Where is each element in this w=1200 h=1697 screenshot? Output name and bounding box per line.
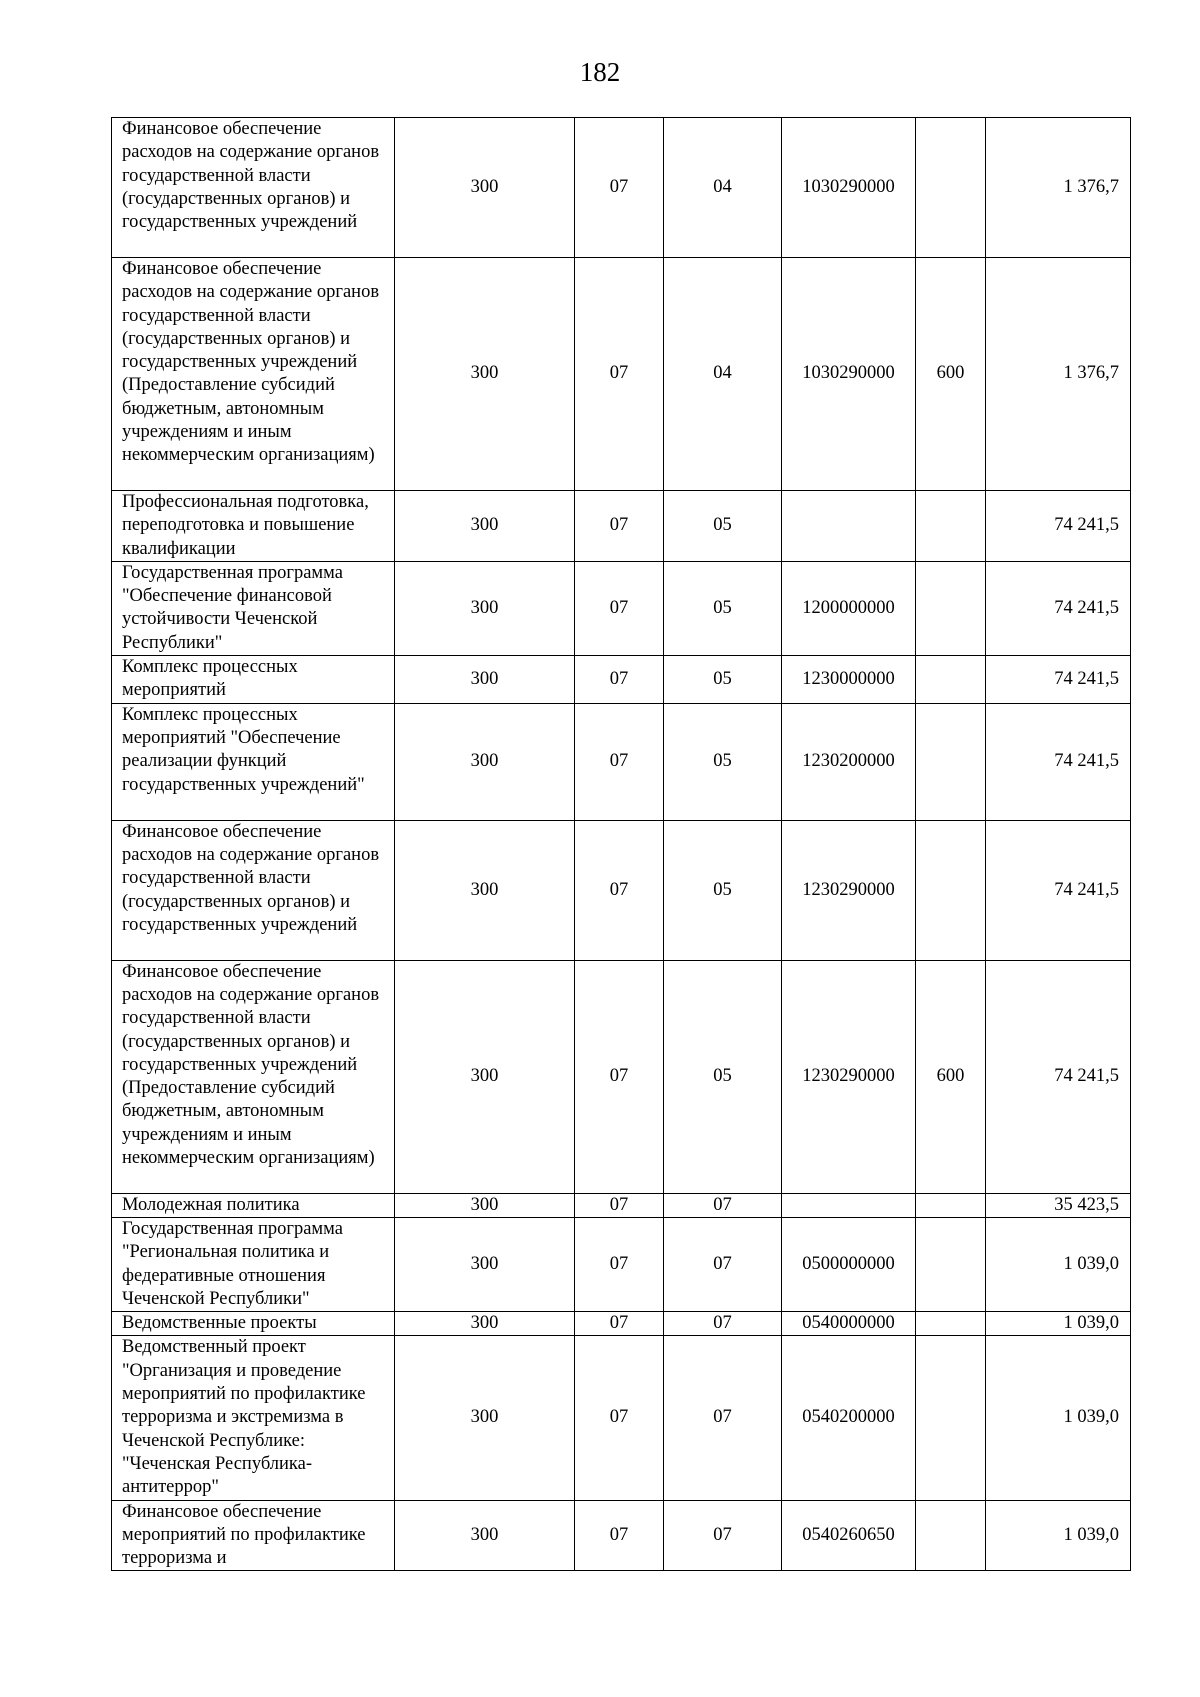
cell-target-article bbox=[782, 491, 916, 562]
cell-amount: 74 241,5 bbox=[986, 656, 1131, 704]
cell-expense-type: 600 bbox=[916, 258, 986, 491]
cell-section: 07 bbox=[575, 820, 664, 960]
cell-name: Ведомственные проекты bbox=[112, 1312, 395, 1336]
cell-amount: 1 376,7 bbox=[986, 258, 1131, 491]
cell-amount: 74 241,5 bbox=[986, 703, 1131, 820]
table-row bbox=[112, 258, 1131, 491]
cell-amount: 1 039,0 bbox=[986, 1336, 1131, 1500]
cell-target-article: 0540000000 bbox=[782, 1312, 916, 1336]
cell-subsection: 07 bbox=[664, 1217, 782, 1311]
cell-target-article: 0540200000 bbox=[782, 1336, 916, 1500]
table-row bbox=[112, 1312, 1131, 1336]
cell-ministry: 300 bbox=[395, 1500, 575, 1571]
cell-expense-type bbox=[916, 656, 986, 704]
cell-name: Профессиональная подготовка, переподготовка и повышение квалификации bbox=[112, 491, 395, 562]
table-body bbox=[112, 118, 1131, 1571]
table-row bbox=[112, 960, 1131, 1193]
cell-ministry: 300 bbox=[395, 258, 575, 491]
cell-name: Финансовое обеспечение расходов на содержание органов государственной власти (государственных органов) и государственных учреждений bbox=[112, 820, 395, 960]
cell-name: Финансовое обеспечение мероприятий по профилактике терроризма и bbox=[112, 1500, 395, 1571]
cell-name: Комплекс процессных мероприятий bbox=[112, 656, 395, 704]
cell-ministry: 300 bbox=[395, 1193, 575, 1217]
cell-name: Финансовое обеспечение расходов на содержание органов государственной власти (государственных органов) и государственных учреждений (Предоставление субсидий бюджетным, автономным учреждениям и иным некоммерческим организациям) bbox=[112, 258, 395, 491]
cell-subsection: 05 bbox=[664, 561, 782, 655]
cell-subsection: 07 bbox=[664, 1193, 782, 1217]
table-row bbox=[112, 491, 1131, 562]
cell-section: 07 bbox=[575, 960, 664, 1193]
cell-expense-type bbox=[916, 118, 986, 258]
table-row bbox=[112, 1217, 1131, 1311]
cell-amount: 74 241,5 bbox=[986, 491, 1131, 562]
cell-amount: 35 423,5 bbox=[986, 1193, 1131, 1217]
cell-amount: 74 241,5 bbox=[986, 960, 1131, 1193]
cell-expense-type bbox=[916, 820, 986, 960]
cell-amount: 1 039,0 bbox=[986, 1312, 1131, 1336]
cell-ministry: 300 bbox=[395, 1312, 575, 1336]
cell-subsection: 04 bbox=[664, 118, 782, 258]
cell-section: 07 bbox=[575, 561, 664, 655]
cell-section: 07 bbox=[575, 1193, 664, 1217]
cell-section: 07 bbox=[575, 491, 664, 562]
cell-name: Финансовое обеспечение расходов на содержание органов государственной власти (государственных органов) и государственных учреждений bbox=[112, 118, 395, 258]
cell-ministry: 300 bbox=[395, 820, 575, 960]
cell-target-article: 1230000000 bbox=[782, 656, 916, 704]
cell-expense-type bbox=[916, 703, 986, 820]
cell-section: 07 bbox=[575, 1336, 664, 1500]
cell-amount: 1 039,0 bbox=[986, 1217, 1131, 1311]
cell-subsection: 07 bbox=[664, 1500, 782, 1571]
cell-expense-type bbox=[916, 1336, 986, 1500]
cell-amount: 74 241,5 bbox=[986, 820, 1131, 960]
table-row bbox=[112, 703, 1131, 820]
cell-target-article: 1230200000 bbox=[782, 703, 916, 820]
cell-target-article: 0500000000 bbox=[782, 1217, 916, 1311]
cell-section: 07 bbox=[575, 1500, 664, 1571]
cell-ministry: 300 bbox=[395, 491, 575, 562]
cell-name: Финансовое обеспечение расходов на содержание органов государственной власти (государственных органов) и государственных учреждений (Предоставление субсидий бюджетным, автономным учреждениям и иным некоммерческим организациям) bbox=[112, 960, 395, 1193]
cell-subsection: 05 bbox=[664, 703, 782, 820]
cell-subsection: 04 bbox=[664, 258, 782, 491]
cell-ministry: 300 bbox=[395, 656, 575, 704]
cell-section: 07 bbox=[575, 703, 664, 820]
cell-target-article: 0540260650 bbox=[782, 1500, 916, 1571]
table-row bbox=[112, 1336, 1131, 1500]
cell-amount: 1 039,0 bbox=[986, 1500, 1131, 1571]
cell-subsection: 05 bbox=[664, 820, 782, 960]
cell-subsection: 07 bbox=[664, 1312, 782, 1336]
table-row bbox=[112, 820, 1131, 960]
cell-name: Государственная программа "Обеспечение финансовой устойчивости Чеченской Республики" bbox=[112, 561, 395, 655]
table-row bbox=[112, 118, 1131, 258]
cell-section: 07 bbox=[575, 1217, 664, 1311]
cell-expense-type bbox=[916, 1217, 986, 1311]
cell-target-article: 1030290000 bbox=[782, 118, 916, 258]
cell-section: 07 bbox=[575, 656, 664, 704]
cell-target-article: 1200000000 bbox=[782, 561, 916, 655]
cell-name: Ведомственный проект "Организация и проведение мероприятий по профилактике терроризма и экстремизма в Чеченской Республике: "Чеченская Республика-антитеррор" bbox=[112, 1336, 395, 1500]
cell-ministry: 300 bbox=[395, 960, 575, 1193]
cell-expense-type: 600 bbox=[916, 960, 986, 1193]
cell-target-article: 1030290000 bbox=[782, 258, 916, 491]
cell-ministry: 300 bbox=[395, 561, 575, 655]
cell-name: Молодежная политика bbox=[112, 1193, 395, 1217]
table-row bbox=[112, 1500, 1131, 1571]
cell-section: 07 bbox=[575, 258, 664, 491]
cell-ministry: 300 bbox=[395, 1217, 575, 1311]
cell-name: Комплекс процессных мероприятий "Обеспечение реализации функций государственных учреждений" bbox=[112, 703, 395, 820]
cell-subsection: 05 bbox=[664, 491, 782, 562]
cell-ministry: 300 bbox=[395, 1336, 575, 1500]
cell-target-article bbox=[782, 1193, 916, 1217]
cell-expense-type bbox=[916, 1312, 986, 1336]
table-row bbox=[112, 656, 1131, 704]
cell-name: Государственная программа "Региональная политика и федеративные отношения Чеченской Республики" bbox=[112, 1217, 395, 1311]
cell-target-article: 1230290000 bbox=[782, 960, 916, 1193]
budget-table bbox=[111, 117, 1131, 1571]
page-number: 182 bbox=[579, 57, 621, 87]
cell-expense-type bbox=[916, 561, 986, 655]
cell-section: 07 bbox=[575, 1312, 664, 1336]
cell-ministry: 300 bbox=[395, 703, 575, 820]
cell-expense-type bbox=[916, 1500, 986, 1571]
table-row bbox=[112, 561, 1131, 655]
cell-ministry: 300 bbox=[395, 118, 575, 258]
cell-expense-type bbox=[916, 491, 986, 562]
table-row bbox=[112, 1193, 1131, 1217]
cell-subsection: 05 bbox=[664, 656, 782, 704]
cell-section: 07 bbox=[575, 118, 664, 258]
cell-subsection: 07 bbox=[664, 1336, 782, 1500]
cell-expense-type bbox=[916, 1193, 986, 1217]
cell-amount: 1 376,7 bbox=[986, 118, 1131, 258]
cell-subsection: 05 bbox=[664, 960, 782, 1193]
cell-amount: 74 241,5 bbox=[986, 561, 1131, 655]
cell-target-article: 1230290000 bbox=[782, 820, 916, 960]
